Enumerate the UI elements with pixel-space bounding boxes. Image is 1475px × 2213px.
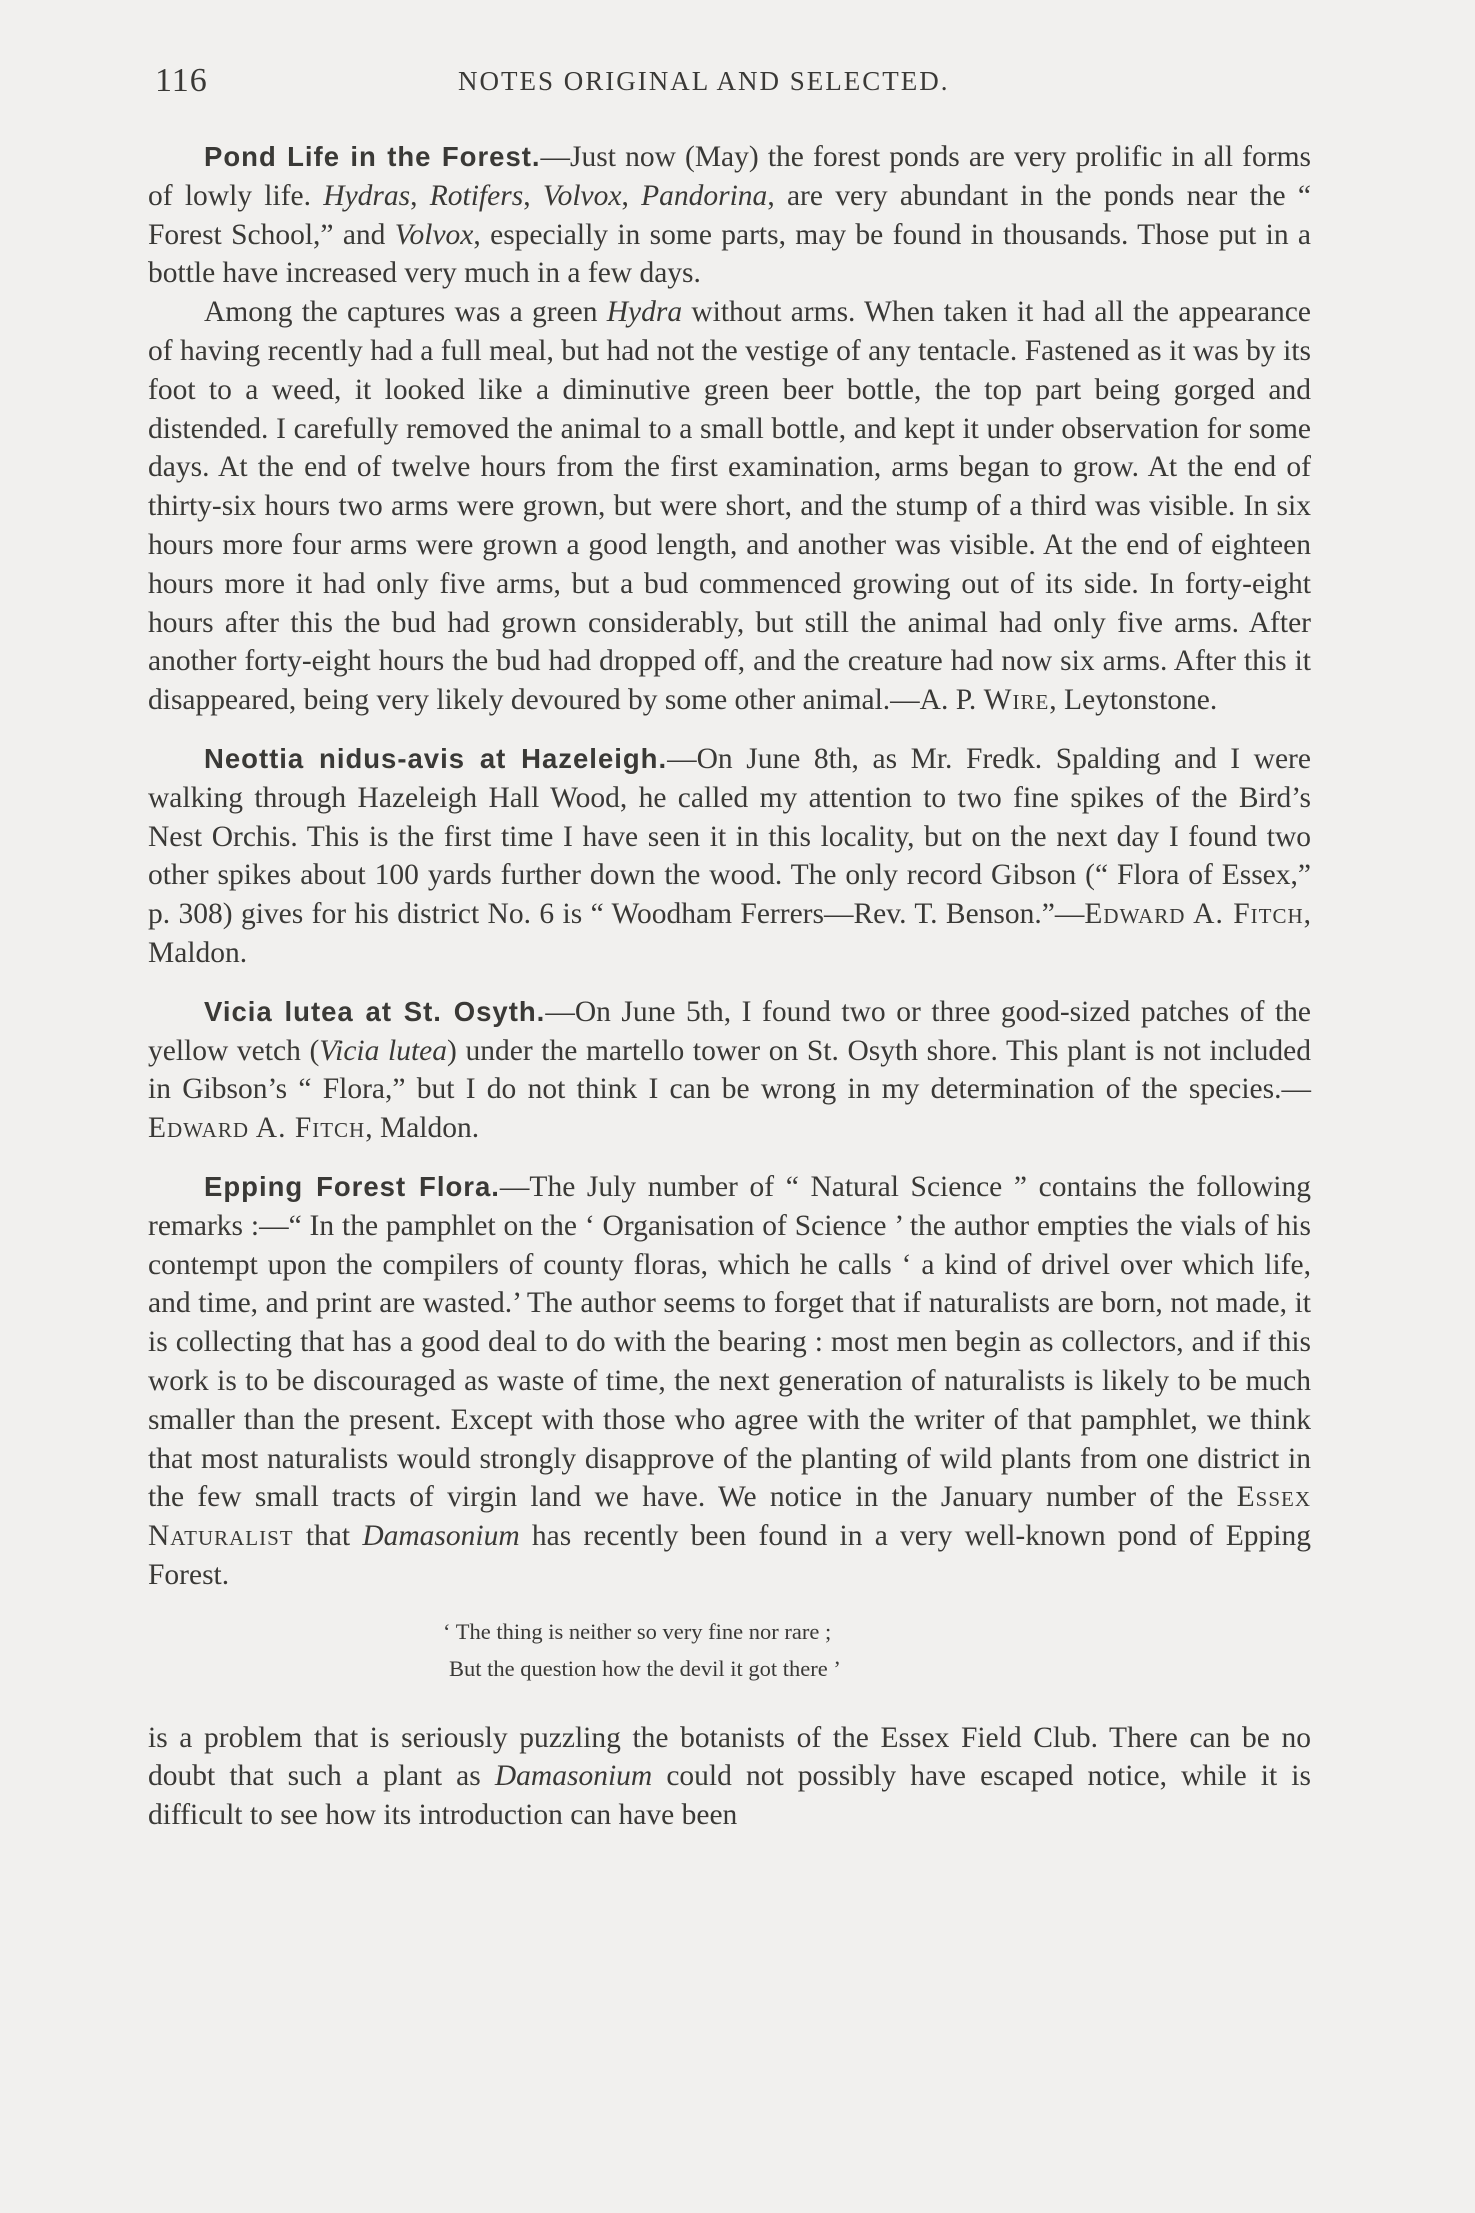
page-number: 116 — [155, 62, 208, 99]
vicia-heading: Vicia lutea at St. Osyth. — [204, 995, 546, 1027]
author-name: Edward A. Fitch — [148, 1112, 366, 1145]
verse-line-2: But the question how the devil it got there ’ — [449, 1655, 841, 1681]
author-name: Edward A. Fitch — [1084, 898, 1304, 931]
neottia-paragraph — [148, 740, 1311, 973]
italic-run: Volvox — [394, 218, 474, 251]
running-title: NOTES ORIGINAL AND SELECTED. — [458, 66, 950, 96]
text-run: that — [293, 1520, 363, 1553]
text-run: , — [523, 179, 543, 212]
text-run: , Maldon. — [365, 1112, 480, 1145]
pond-life-paragraph-2 — [148, 293, 1311, 720]
text-run: , — [621, 179, 642, 212]
text-run: without arms. When taken it had all the appearance of having recently had a full meal, but had not the vestige of any tentacle. Fastened as it was by its foot to a weed, it looked like a diminutive green beer bottle, the top part being gorged and distended. I carefully removed the animal to a small bottle, and kept it under observation for some days. At the end of twelve hours from the first examination, arms began to grow. At the end of thirty-six hours two arms were grown, but were short, and the stump of a third was visible. In six hours more four arms were grown a good length, and another was visible. At the end of eighteen hours more it had only five arms, but a bud commenced growing out of its side. In forty-eight hours after this the bud had grown considerably, but still the animal had only five arms. After another forty-eight hours the bud had dropped off, and the creature had now six arms. After this it disappeared, being very likely devoured by some other animal.—A. P. — [148, 296, 1311, 717]
book-page — [148, 58, 1311, 1835]
italic-run: Pandorina — [641, 179, 768, 212]
italic-run: Damasonium — [494, 1760, 653, 1793]
text-run: —On June 8th, as Mr. Fredk. Spalding and I were walking through Hazeleigh Hall Wood, he called my attention to two fine spikes of the Bird’s Nest Orchis. This is the first time I have seen it in this locality, but on the next day I found two other spikes about 100 yards further down the wood. The only record Gibson (“ Flora of Essex,” p. 308) gives for his district No. 6 is “ Woodham Ferrers—Rev. T. Benson.”— — [148, 742, 1311, 931]
text-run: , — [410, 179, 430, 212]
text-run: could not possibly have escaped notice, while it is difficult to see how its introduction can have been — [148, 1760, 1311, 1832]
author-name: Wire — [983, 684, 1050, 717]
italic-run: Volvox — [542, 179, 622, 212]
text-run: , especially in some parts, may be found in thousands. Those put in a bottle have increased very much in a few days. — [148, 218, 1311, 290]
italic-run: Rotifers — [429, 179, 524, 212]
text-run: —Just now (May) the forest ponds are very prolific in all forms of lowly life. — [148, 141, 1311, 212]
verse-quotation — [148, 1613, 1311, 1687]
text-run: is a problem that is seriously puzzling the botanists of the Essex Field Club. There can be no doubt that such a plant as — [148, 1721, 1311, 1793]
italic-run: Vicia lutea — [319, 1034, 447, 1067]
text-run: ) under the martello tower on St. Osyth shore. This plant is not included in Gibson’s “ Flora,” but I do not think I can be wrong in my determination of the species.— — [148, 1034, 1311, 1106]
italic-run: Hydra — [606, 296, 683, 329]
text-run: , Maldon. — [148, 898, 1312, 969]
text-run: —The July number of “ Natural Science ” contains the following remarks :—“ In the pamphlet on the ‘ Organisation of Science ’ the author empties the vials of his contempt upon the compilers of county floras, which he calls ‘ a kind of drivel over which life, and time, and print are wasted.’ The author seems to forget that if naturalists are born, not made, it is collecting that has a good deal to do with the bearing : most men begin as collectors, and if this work is to be discouraged as waste of time, the next generation of naturalists is likely to be much smaller than the present. Except with those who agree with the writer of that pamphlet, we think that most naturalists would strongly disapprove of the planting of wild plants from one district in the few small tracts of virgin land we have. We notice in the January number of the — [148, 1170, 1312, 1514]
text-run: has recently been found in a very well-known pond of Epping Forest. — [148, 1520, 1311, 1591]
text-run: , Leytonstone. — [1049, 684, 1218, 717]
verse-line-1: ‘ The thing is neither so very fine nor rare ; — [443, 1618, 832, 1644]
vicia-paragraph — [148, 993, 1311, 1148]
journal-name: Essex Naturalist — [148, 1481, 1311, 1553]
pond-life-heading: Pond Life in the Forest. — [204, 141, 541, 172]
text-run: Among the captures was a green — [204, 296, 607, 329]
running-head — [148, 58, 1311, 110]
epping-heading: Epping Forest Flora. — [204, 1170, 500, 1202]
italic-run: Hydras — [323, 179, 411, 212]
text-run: —On June 5th, I found two or three good-sized patches of the yellow vetch ( — [148, 995, 1311, 1067]
text-run: , are very abundant in the ponds near the “ Forest School,” and — [148, 179, 1311, 251]
epping-continuation — [148, 1719, 1311, 1835]
italic-run: Damasonium — [362, 1520, 520, 1553]
epping-paragraph — [148, 1168, 1311, 1595]
neottia-heading: Neottia nidus-avis at Hazeleigh. — [204, 742, 668, 774]
pond-life-paragraph-1 — [148, 138, 1311, 293]
